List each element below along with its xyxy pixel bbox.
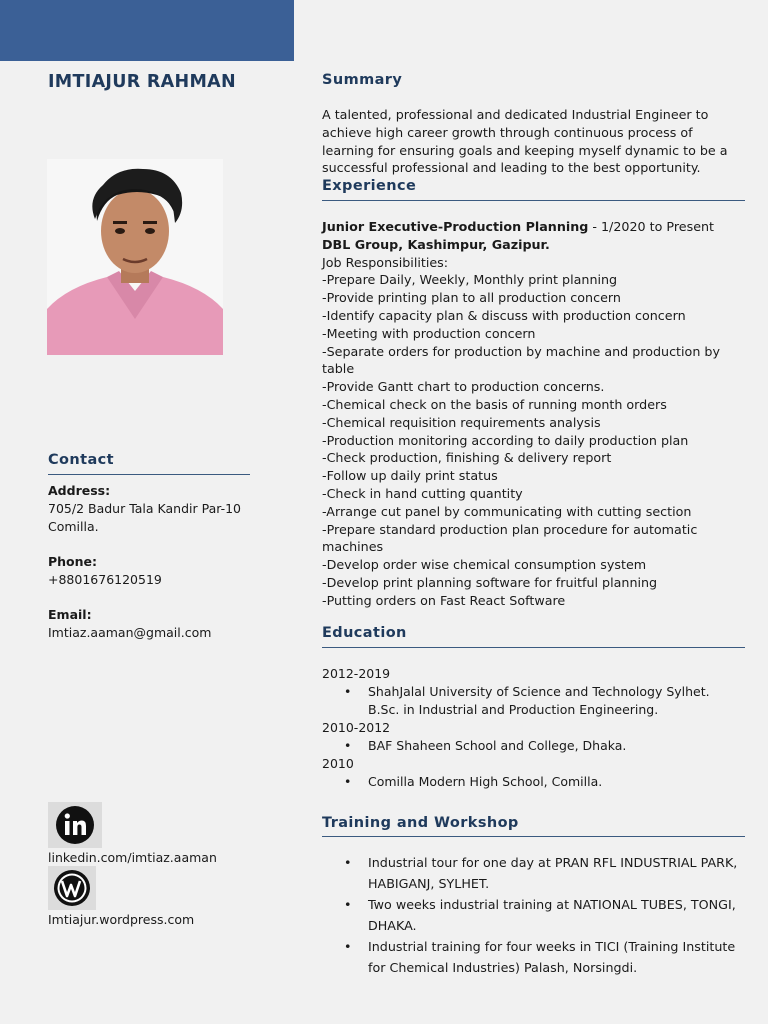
address-label: Address: — [48, 483, 111, 498]
list-item: • Industrial training for four weeks in TICI (Training Institute for Chemical Industries) Palash, Norsingdi. — [322, 937, 743, 978]
summary-heading: Summary — [322, 72, 403, 88]
experience-heading: Experience — [322, 178, 417, 194]
list-item: -Chemical check on the basis of running month orders — [322, 396, 667, 412]
job-position: Junior Executive-Production Planning — [322, 219, 589, 234]
edu-years: 2010 — [322, 756, 354, 771]
list-item: -Separate orders for production by machine and production by table — [322, 343, 720, 377]
linkedin-icon[interactable] — [48, 802, 102, 848]
address-line2: Comilla. — [48, 519, 99, 534]
list-item: -Arrange cut panel by communicating with cutting section — [322, 503, 692, 519]
email-block — [48, 606, 211, 642]
list-item: -Provide printing plan to all production concern — [322, 290, 621, 306]
experience-block — [322, 218, 742, 610]
list-item: -Putting orders on Fast React Software — [322, 592, 566, 608]
list-item: -Chemical requisition requirements analysis — [322, 414, 601, 430]
wordpress-link[interactable]: Imtiajur.wordpress.com — [48, 912, 195, 927]
contact-heading: Contact — [48, 452, 114, 468]
list-item: -Develop print planning software for fruitful planning — [322, 574, 658, 590]
header-band — [0, 0, 294, 61]
list-item: • Two weeks industrial training at NATIONAL TUBES, TONGI, DHAKA. — [322, 895, 743, 936]
contact-rule — [48, 474, 250, 475]
job-dates: - 1/2020 to Present — [588, 219, 715, 234]
education-rule — [322, 647, 745, 648]
edu-institution: • Comilla Modern High School, Comilla. — [322, 773, 742, 791]
training-heading: Training and Workshop — [322, 815, 519, 831]
list-item: -Prepare standard production plan procedure for automatic machines — [322, 521, 698, 555]
edu-years: 2010-2012 — [322, 720, 391, 735]
edu-years: 2012-2019 — [322, 666, 391, 681]
email-value[interactable]: Imtiaz.aaman@gmail.com — [48, 625, 212, 640]
experience-rule — [322, 200, 745, 201]
list-item: -Follow up daily print status — [322, 468, 498, 484]
list-item: -Meeting with production concern — [322, 325, 536, 341]
job-company: DBL Group, Kashimpur, Gazipur. — [322, 236, 550, 252]
address-block — [48, 482, 241, 536]
edu-institution — [322, 683, 742, 719]
education-heading: Education — [322, 625, 407, 641]
responsibilities-list — [322, 271, 742, 609]
list-item: -Identify capacity plan & discuss with production concern — [322, 307, 686, 323]
list-item: • Industrial tour for one day at PRAN RFL INDUSTRIAL PARK, HABIGANJ, SYLHET. — [322, 853, 743, 894]
edu-line: B.Sc. in Industrial and Production Engineering. — [368, 702, 659, 717]
responsibilities-label: Job Responsibilities: — [322, 254, 449, 270]
list-item: -Check in hand cutting quantity — [322, 485, 523, 501]
linkedin-link[interactable]: linkedin.com/imtiaz.aaman — [48, 850, 217, 865]
list-item: -Develop order wise chemical consumption system — [322, 557, 647, 573]
wordpress-icon[interactable] — [48, 866, 96, 910]
phone-block — [48, 553, 162, 589]
summary-text: A talented, professional and dedicated Industrial Engineer to achieve high career growth through continuous process of learning for ensuring goals and keeping myself dynamic to be a successful professional and leading to the best opportunity. — [322, 107, 728, 176]
training-rule — [322, 836, 745, 837]
list-item: -Production monitoring according to daily production plan — [322, 432, 689, 448]
job-title-line — [322, 218, 742, 236]
profile-photo — [47, 159, 223, 355]
list-item: -Prepare Daily, Weekly, Monthly print planning — [322, 272, 618, 288]
candidate-name: IMTIAJUR RAHMAN — [48, 72, 236, 92]
address-line1: 705/2 Badur Tala Kandir Par-10 — [48, 501, 242, 516]
list-item: -Provide Gantt chart to production concerns. — [322, 379, 605, 395]
list-item: -Check production, finishing & delivery report — [322, 450, 612, 466]
phone-label: Phone: — [48, 554, 98, 569]
email-label: Email: — [48, 607, 92, 622]
training-block — [322, 853, 743, 979]
edu-institution: • BAF Shaheen School and College, Dhaka. — [322, 737, 742, 755]
education-block — [322, 665, 742, 791]
phone-value: +8801676120519 — [48, 572, 162, 587]
edu-line: • ShahJalal University of Science and Technology Sylhet. — [368, 684, 710, 699]
